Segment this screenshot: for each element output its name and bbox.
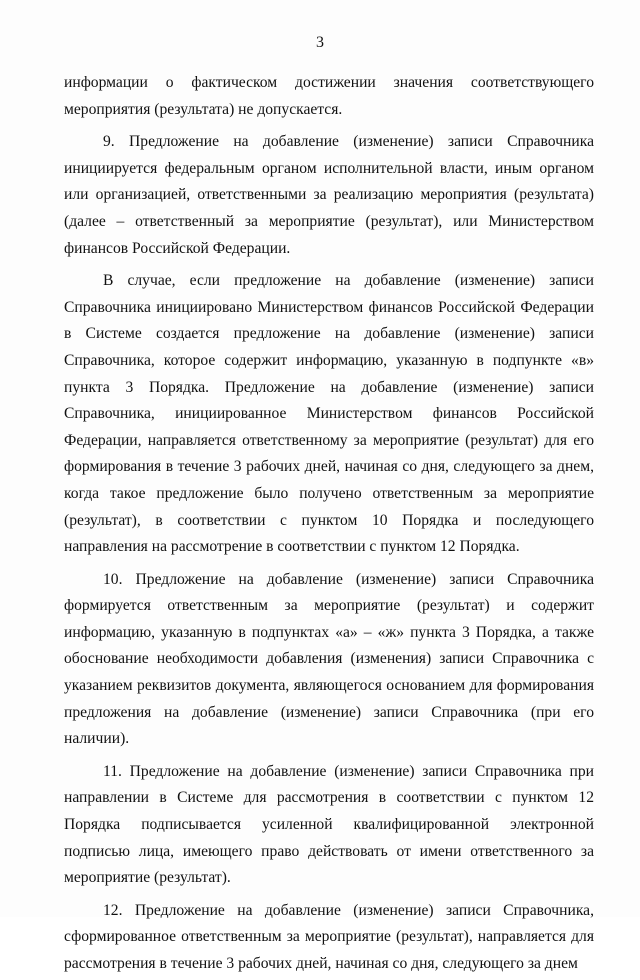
paragraph-item-11: 11. Предложение на добавление (изменение) записи Справочника при направлении в Системе для рассмотрения в соответствии с пунктом 12 Порядка подписывается усиленной квалифицированной электронной подписью лица, имеющего право действовать от имени ответственного за мероприятие (результат). xyxy=(64,762,594,887)
page-number: 3 xyxy=(316,34,324,51)
paragraph-continuation: информации о фактическом достижении значения соответствующего мероприятия (результата) не допускается. xyxy=(64,74,594,118)
paragraph-item-9-case: В случае, если предложение на добавление (изменение) записи Справочника инициировано Министерством финансов Российской Федерации в Системе создается предложение на добавление (изменение) записи Справочника, которое содержит информацию, указанную в подпункте «в» пункта 3 Порядка. Предложение на добавление (изменение) записи Справочника, инициированное Министерством финансов Российской Федерации, направляется ответственному за мероприятие (результат) для его формирования в течение 3 рабочих дней, начиная со дня, следующего за днем, когда такое предложение было получено ответственным за мероприятие (результат), в соответствии с пунктом 10 Порядка и последующего направления на рассмотрение в соответствии с пунктом 12 Порядка. xyxy=(64,272,594,556)
paragraph-item-12: 12. Предложение на добавление (изменение) записи Справочника, сформированное ответственным за мероприятие (результат), направляется для рассмотрения в течение 3 рабочих дней, начиная со дня, следующего за днем xyxy=(64,901,594,972)
paragraph-item-9: 9. Предложение на добавление (изменение) записи Справочника инициируется федеральным органом исполнительной власти, иным органом или организацией, ответственными за реализацию мероприятия (результата) (далее – ответственный за мероприятие (результат), или Министерством финансов Российской Федерации. xyxy=(64,133,594,257)
paragraph-item-10: 10. Предложение на добавление (изменение) записи Справочника формируется ответственным за мероприятие (результат) и содержит информацию, указанную в подпунктах «а» – «ж» пункта 3 Порядка, а также обоснование необходимости добавления (изменения) записи Справочника с указанием реквизитов документа, являющегося основанием для формирования предложения на добавление (изменение) записи Справочника (при его наличии). xyxy=(64,570,594,748)
document-body xyxy=(64,70,594,980)
